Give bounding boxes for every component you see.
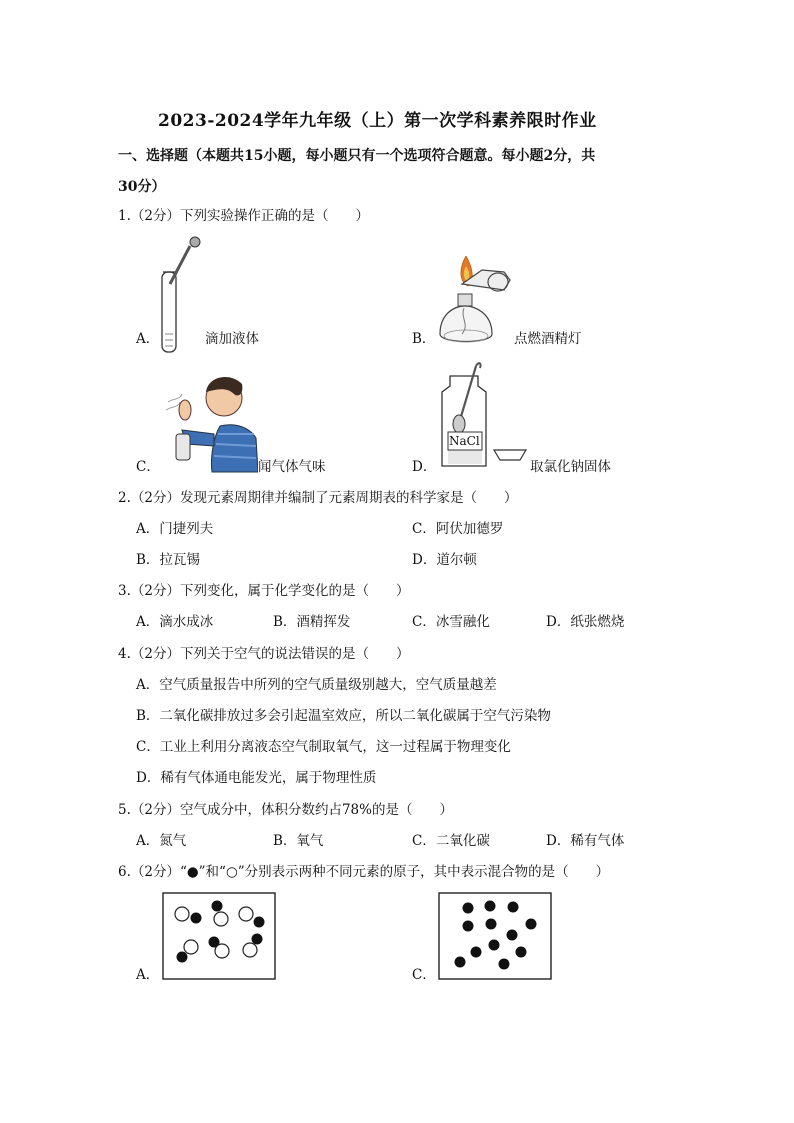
option-text: 拉瓦锡 bbox=[159, 552, 200, 568]
option-text: 氮气 bbox=[159, 833, 187, 849]
q4-option-b bbox=[136, 707, 551, 725]
option-letter: A． bbox=[136, 833, 160, 849]
particle-box-c-image bbox=[438, 892, 552, 980]
q1-option-d-text: 取氯化钠固体 bbox=[530, 459, 611, 475]
option-letter: D． bbox=[136, 770, 161, 786]
q1-option-d-letter: D． bbox=[412, 459, 437, 475]
q1-option-c-text: 闻气体气味 bbox=[258, 459, 326, 475]
option-text: 门捷列夫 bbox=[159, 521, 214, 537]
question-2-stem: 2.（2分）发现元素周期律并编制了元素周期表的科学家是（ ） bbox=[118, 490, 518, 506]
option-text: 二氧化碳排放过多会引起温室效应，所以二氧化碳属于空气污染物 bbox=[159, 708, 551, 724]
option-text: 二氧化碳 bbox=[435, 833, 490, 849]
particle-box-a-image bbox=[162, 892, 276, 980]
option-letter: C． bbox=[136, 739, 160, 755]
question-3-stem: 3.（2分）下列变化，属于化学变化的是（ ） bbox=[118, 583, 410, 599]
q5-option-d bbox=[546, 832, 624, 850]
option-letter: B． bbox=[136, 552, 160, 568]
q1-option-b-text: 点燃酒精灯 bbox=[514, 331, 582, 347]
option-letter: D． bbox=[412, 552, 437, 568]
option-text: 酒精挥发 bbox=[296, 614, 351, 630]
q5-option-c bbox=[412, 832, 490, 850]
option-text: 稀有气体 bbox=[570, 833, 625, 849]
option-text: 冰雪融化 bbox=[435, 614, 490, 630]
q1-option-c-letter: C． bbox=[136, 459, 160, 475]
option-text: 纸张燃烧 bbox=[570, 614, 625, 630]
question-4-stem: 4.（2分）下列关于空气的说法错误的是（ ） bbox=[118, 646, 410, 662]
section-header-line1: 一、选择题（本题共15小题，每小题只有一个选项符合题意。每小题2分，共 bbox=[118, 148, 596, 164]
option-letter: B． bbox=[273, 833, 297, 849]
q4-option-d bbox=[136, 769, 376, 787]
page-title: 2023-2024学年九年级（上）第一次学科素养限时作业 bbox=[158, 111, 597, 131]
q5-option-a bbox=[136, 832, 186, 850]
q5-option-b bbox=[273, 832, 323, 850]
question-6-stem: 6.（2分）“●”和“○”分别表示两种不同元素的原子，其中表示混合物的是（ ） bbox=[118, 864, 610, 880]
q3-option-b bbox=[273, 613, 350, 631]
section-header-line2: 30分） bbox=[118, 179, 166, 195]
q1-option-a-letter: A． bbox=[136, 331, 160, 347]
option-text: 空气质量报告中所列的空气质量级别越大，空气质量越差 bbox=[159, 677, 497, 693]
option-text: 工业上利用分离液态空气制取氧气，这一过程属于物理变化 bbox=[159, 739, 511, 755]
question-1-stem: 1.（2分）下列实验操作正确的是（ ） bbox=[118, 208, 369, 224]
q3-option-a bbox=[136, 613, 213, 631]
option-text: 阿伏加德罗 bbox=[435, 521, 504, 537]
q3-option-c bbox=[412, 613, 490, 631]
option-letter: C． bbox=[412, 614, 436, 630]
q4-option-c bbox=[136, 738, 511, 756]
option-letter: B． bbox=[273, 614, 297, 630]
option-letter: C． bbox=[412, 521, 436, 537]
option-text: 滴水成冰 bbox=[159, 614, 214, 630]
option-letter: D． bbox=[546, 833, 571, 849]
q6-option-a-letter: A． bbox=[136, 967, 160, 983]
bottle-label: NaCl bbox=[449, 434, 480, 448]
q2-option-c bbox=[412, 520, 503, 538]
q1-option-b-letter: B． bbox=[412, 331, 436, 347]
option-letter: C． bbox=[412, 833, 436, 849]
dropper-test-tube-image bbox=[152, 236, 202, 356]
q2-option-b bbox=[136, 551, 200, 569]
question-5-stem: 5.（2分）空气成分中，体积分数约占78%的是（ ） bbox=[118, 802, 453, 818]
smelling-gas-boy-image bbox=[158, 364, 258, 474]
option-letter: B． bbox=[136, 708, 160, 724]
q6-option-c-letter: C． bbox=[412, 967, 436, 983]
option-text: 道尔顿 bbox=[436, 552, 477, 568]
option-letter: D． bbox=[546, 614, 571, 630]
option-text: 稀有气体通电能发光，属于物理性质 bbox=[160, 770, 377, 786]
option-letter: A． bbox=[136, 677, 160, 693]
q3-option-d bbox=[546, 613, 624, 631]
alcohol-lamp-image bbox=[434, 256, 524, 356]
option-text: 氧气 bbox=[296, 833, 324, 849]
q1-option-a-text: 滴加液体 bbox=[205, 331, 259, 347]
q2-option-d bbox=[412, 551, 477, 569]
q2-option-a bbox=[136, 520, 213, 538]
nacl-bottle-spoon-image bbox=[434, 362, 530, 472]
option-letter: A． bbox=[136, 521, 160, 537]
option-letter: A． bbox=[136, 614, 160, 630]
q4-option-a bbox=[136, 676, 497, 694]
